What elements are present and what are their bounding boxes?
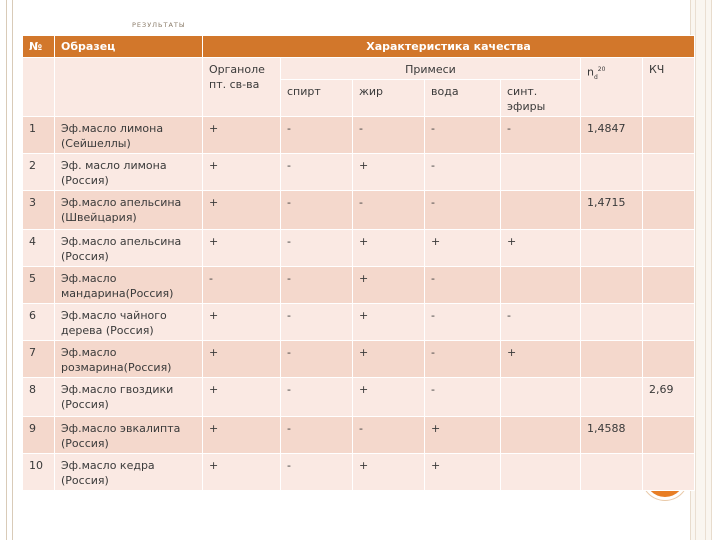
cell-fat: + xyxy=(353,267,425,304)
cell-water: - xyxy=(425,267,501,304)
cell-num: 4 xyxy=(23,230,55,267)
cell-kch xyxy=(643,341,695,378)
cell-nd xyxy=(581,378,643,417)
cell-spirit: - xyxy=(281,267,353,304)
slide-title: РЕЗУЛЬТАТЫ xyxy=(132,21,186,29)
cell-water: - xyxy=(425,341,501,378)
subheader-nd xyxy=(581,58,643,117)
cell-num: 7 xyxy=(23,341,55,378)
table-subheader-row xyxy=(23,58,695,80)
cell-esters xyxy=(501,378,581,417)
cell-sample: Эф.масло чайного дерева (Россия) xyxy=(55,304,203,341)
right-decorative-rail-inner xyxy=(695,0,706,540)
cell-organo: + xyxy=(203,341,281,378)
cell-num: 1 xyxy=(23,117,55,154)
cell-num: 3 xyxy=(23,191,55,230)
header-num: № xyxy=(23,36,55,58)
table-row xyxy=(23,191,695,230)
nd-sub: d xyxy=(593,73,598,81)
cell-organo: + xyxy=(203,230,281,267)
cell-sample: Эф. масло лимона (Россия) xyxy=(55,154,203,191)
impurity-col-esters: синт. эфиры xyxy=(501,80,581,117)
cell-water: - xyxy=(425,191,501,230)
cell-spirit: - xyxy=(281,117,353,154)
cell-num: 9 xyxy=(23,417,55,454)
table-row xyxy=(23,454,695,491)
cell-sample: Эф.масло кедра (Россия) xyxy=(55,454,203,491)
cell-esters xyxy=(501,191,581,230)
results-table xyxy=(22,35,695,491)
cell-spirit: - xyxy=(281,378,353,417)
cell-fat: + xyxy=(353,230,425,267)
cell-sample: Эф.масло лимона (Сейшеллы) xyxy=(55,117,203,154)
impurity-col-spirit: спирт xyxy=(281,80,353,117)
header-sample: Образец xyxy=(55,36,203,58)
header-quality: Характеристика качества xyxy=(203,36,695,58)
subheader-organoleptic: Органоле пт. св-ва xyxy=(203,58,281,117)
impurity-col-fat: жир xyxy=(353,80,425,117)
cell-kch xyxy=(643,417,695,454)
cell-fat: - xyxy=(353,417,425,454)
cell-kch xyxy=(643,230,695,267)
cell-spirit: - xyxy=(281,191,353,230)
cell-sample: Эф.масло апельсина (Швейцария) xyxy=(55,191,203,230)
left-decorative-rail xyxy=(6,0,13,540)
cell-nd xyxy=(581,267,643,304)
cell-water: + xyxy=(425,417,501,454)
nd-sup: 20 xyxy=(597,66,606,73)
cell-organo: + xyxy=(203,154,281,191)
cell-nd xyxy=(581,154,643,191)
cell-nd: 1,4715 xyxy=(581,191,643,230)
cell-organo: + xyxy=(203,378,281,417)
cell-fat: - xyxy=(353,117,425,154)
cell-num: 6 xyxy=(23,304,55,341)
cell-fat: + xyxy=(353,378,425,417)
table-row xyxy=(23,117,695,154)
cell-esters: - xyxy=(501,117,581,154)
cell-num: 8 xyxy=(23,378,55,417)
cell-sample: Эф.масло апельсина (Россия) xyxy=(55,230,203,267)
cell-kch xyxy=(643,304,695,341)
cell-spirit: - xyxy=(281,341,353,378)
cell-organo: - xyxy=(203,267,281,304)
cell-organo: + xyxy=(203,417,281,454)
table-row xyxy=(23,304,695,341)
cell-water: - xyxy=(425,304,501,341)
cell-sample: Эф.масло эвкалипта (Россия) xyxy=(55,417,203,454)
cell-nd: 1,4847 xyxy=(581,117,643,154)
cell-kch xyxy=(643,454,695,491)
cell-esters xyxy=(501,454,581,491)
subheader-impurities: Примеси xyxy=(281,58,581,80)
cell-fat: + xyxy=(353,304,425,341)
impurity-col-water: вода xyxy=(425,80,501,117)
table-header-row xyxy=(23,36,695,58)
cell-nd xyxy=(581,304,643,341)
cell-water: - xyxy=(425,117,501,154)
table-row xyxy=(23,154,695,191)
cell-esters: - xyxy=(501,304,581,341)
cell-num: 2 xyxy=(23,154,55,191)
cell-spirit: - xyxy=(281,304,353,341)
cell-sample: Эф.масло мандарина(Россия) xyxy=(55,267,203,304)
cell-nd: 1,4588 xyxy=(581,417,643,454)
cell-kch xyxy=(643,267,695,304)
cell-nd xyxy=(581,341,643,378)
cell-spirit: - xyxy=(281,454,353,491)
table-row xyxy=(23,341,695,378)
cell-fat: + xyxy=(353,454,425,491)
cell-spirit: - xyxy=(281,154,353,191)
cell-kch xyxy=(643,117,695,154)
nd-base: n xyxy=(587,65,594,79)
cell-kch: 2,69 xyxy=(643,378,695,417)
table-row xyxy=(23,230,695,267)
cell-num: 10 xyxy=(23,454,55,491)
cell-fat: - xyxy=(353,191,425,230)
cell-sample: Эф.масло гвоздики (Россия) xyxy=(55,378,203,417)
cell-nd xyxy=(581,230,643,267)
cell-kch xyxy=(643,191,695,230)
cell-spirit: - xyxy=(281,230,353,267)
cell-kch xyxy=(643,154,695,191)
cell-num: 5 xyxy=(23,267,55,304)
table-body xyxy=(23,117,695,491)
cell-esters xyxy=(501,417,581,454)
cell-fat: + xyxy=(353,154,425,191)
cell-sample: Эф.масло розмарина(Россия) xyxy=(55,341,203,378)
cell-esters xyxy=(501,154,581,191)
subheader-kch: КЧ xyxy=(643,58,695,117)
subheader-empty-num xyxy=(23,58,55,117)
table-row xyxy=(23,267,695,304)
table-row xyxy=(23,378,695,417)
cell-esters: + xyxy=(501,230,581,267)
cell-organo: + xyxy=(203,454,281,491)
cell-fat: + xyxy=(353,341,425,378)
table-row xyxy=(23,417,695,454)
cell-esters xyxy=(501,267,581,304)
cell-organo: + xyxy=(203,304,281,341)
cell-esters: + xyxy=(501,341,581,378)
subheader-empty-sample xyxy=(55,58,203,117)
cell-water: - xyxy=(425,378,501,417)
cell-spirit: - xyxy=(281,417,353,454)
cell-water: - xyxy=(425,154,501,191)
cell-organo: + xyxy=(203,191,281,230)
cell-water: + xyxy=(425,454,501,491)
cell-nd xyxy=(581,454,643,491)
cell-water: + xyxy=(425,230,501,267)
cell-organo: + xyxy=(203,117,281,154)
